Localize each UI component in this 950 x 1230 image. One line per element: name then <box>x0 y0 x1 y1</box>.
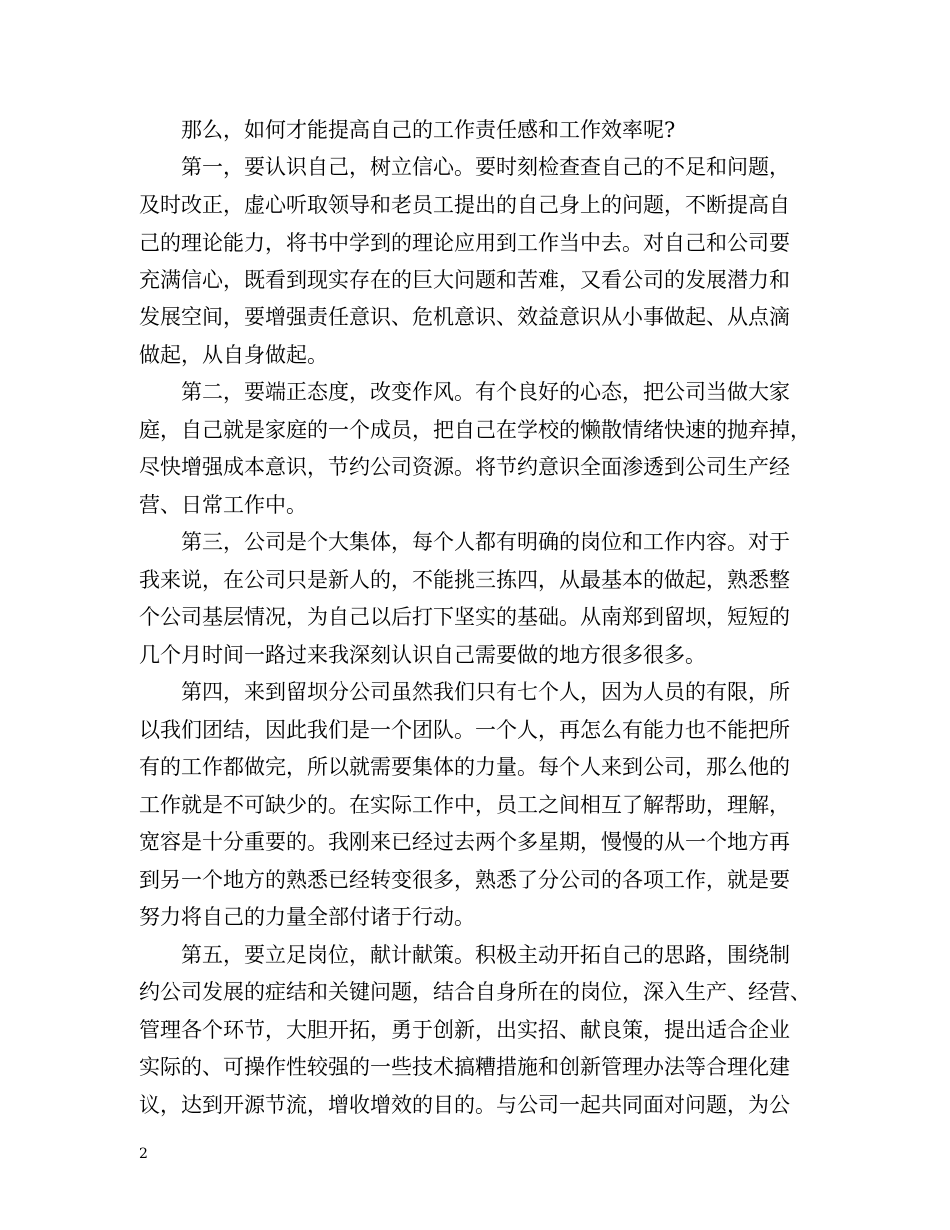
text-line: 做起，从自身做起。 <box>139 343 328 367</box>
text-line: 有的工作都做完，所以就需要集体的力量。每个人来到公司，那么他的 <box>139 755 790 779</box>
text-line: 及时改正，虚心听取领导和老员工提出的自己身上的问题，不断提高自 <box>139 193 790 217</box>
text-line: 第四，来到留坝分公司虽然我们只有七个人，因为人员的有限，所 <box>181 680 790 704</box>
text-line: 以我们团结，因此我们是一个团队。一个人，再怎么有能力也不能把所 <box>139 718 790 742</box>
text-line: 管理各个环节，大胆开拓，勇于创新，出实招、献良策，提出适合企业 <box>139 1018 790 1042</box>
text-line: 努力将自己的力量全部付诸于行动。 <box>139 905 475 929</box>
text-line: 发展空间，要增强责任意识、危机意识、效益意识从小事做起、从点滴 <box>139 305 790 329</box>
text-line: 己的理论能力，将书中学到的理论应用到工作当中去。对自己和公司要 <box>139 231 790 255</box>
text-line: 第五，要立足岗位，献计献策。积极主动开拓自己的思路，围绕制 <box>181 943 790 967</box>
text-line: 我来说，在公司只是新人的，不能挑三拣四，从最基本的做起，熟悉整 <box>139 568 790 592</box>
text-line: 第一，要认识自己，树立信心。要时刻检查查自己的不足和问题， <box>181 155 790 179</box>
text-line: 约公司发展的症结和关键问题，结合自身所在的岗位，深入生产、经营、 <box>139 980 811 1004</box>
text-line: 营、日常工作中。 <box>139 493 307 517</box>
text-line: 那么，如何才能提高自己的工作责任感和工作效率呢? <box>181 118 676 142</box>
text-line: 第二，要端正态度，改变作风。有个良好的心态，把公司当做大家 <box>181 380 790 404</box>
page-number: 2 <box>139 1146 148 1162</box>
text-line: 实际的、可操作性较强的一些技术搞糟措施和创新管理办法等合理化建 <box>139 1055 790 1079</box>
text-line: 到另一个地方的熟悉已经转变很多，熟悉了分公司的各项工作，就是要 <box>139 868 790 892</box>
text-line: 宽容是十分重要的。我刚来已经过去两个多星期，慢慢的从一个地方再 <box>139 830 790 854</box>
text-line: 尽快增强成本意识，节约公司资源。将节约意识全面渗透到公司生产经 <box>139 455 790 479</box>
text-line: 充满信心，既看到现实存在的巨大问题和苦难，又看公司的发展潜力和 <box>139 268 790 292</box>
text-line: 庭，自己就是家庭的一个成员，把自己在学校的懒散情绪快速的抛弃掉， <box>139 418 811 442</box>
text-line: 工作就是不可缺少的。在实际工作中，员工之间相互了解帮助，理解， <box>139 793 790 817</box>
text-line: 议，达到开源节流，增收增效的目的。与公司一起共同面对问题，为公 <box>139 1093 790 1117</box>
text-line: 第三，公司是个大集体，每个人都有明确的岗位和工作内容。对于 <box>181 530 790 554</box>
text-line: 几个月时间一路过来我深刻认识自己需要做的地方很多很多。 <box>139 643 706 667</box>
text-line: 个公司基层情况，为自己以后打下坚实的基础。从南郑到留坝，短短的 <box>139 605 790 629</box>
